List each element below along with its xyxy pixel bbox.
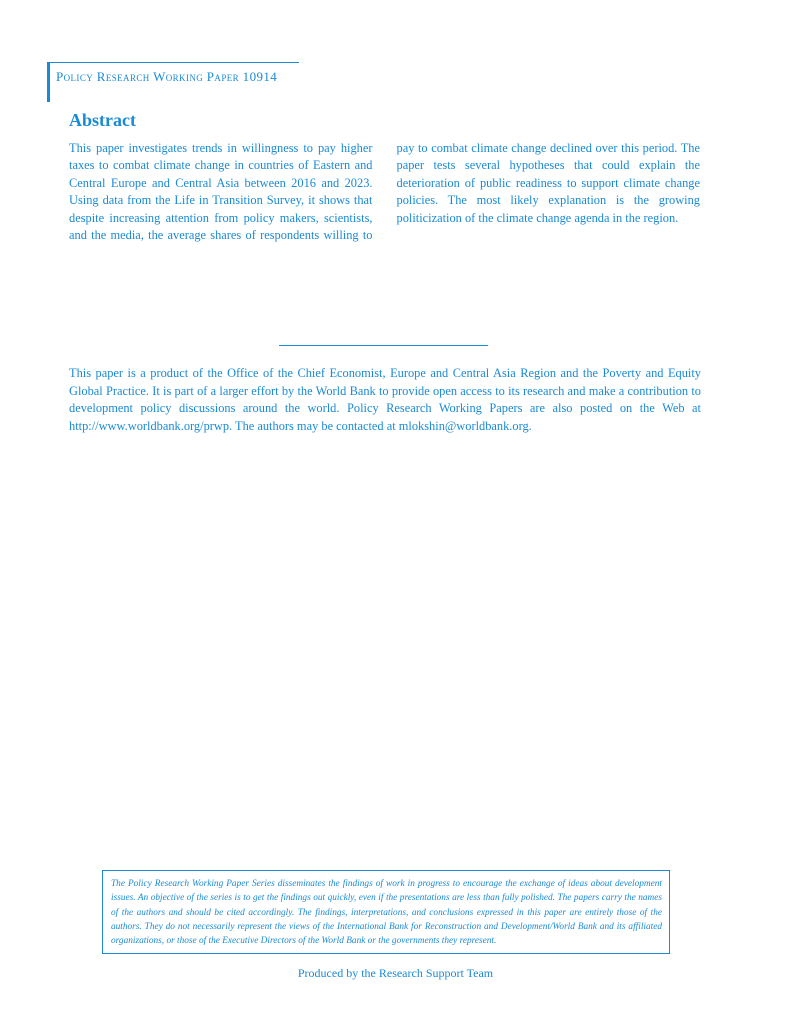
- section-divider: [279, 345, 488, 346]
- disclaimer-box: [102, 870, 670, 954]
- abstract-body: This paper investigates trends in willingness to pay higher taxes to combat climate change in countries of Eastern and Central Europe and Central Asia between 2016 and 2023. Using data from the Life in Transition Survey, it shows that despite increasing attention from policy makers, scientists, and the media, the average shares of respondents willing to pay to combat climate change declined over this period. The paper tests several hypotheses that could explain the deterioration of public readiness to support climate change policies. The most likely explanation is the growing politicization of the climate change agenda in the region.: [69, 141, 700, 243]
- series-title: Policy Research Working Paper 10914: [56, 69, 278, 84]
- product-note: This paper is a product of the Office of the Chief Economist, Europe and Central Asia Region and the Poverty and Equity Global Practice. It is part of a larger effort by the World Bank to provide open access to its research and make a contribution to development policy discussions around the world. Policy Research Working Papers are also posted on the Web at http://www.worldbank.org/prwp. The authors may be contacted at mlokshin@worldbank.org.: [69, 366, 701, 433]
- series-header-rule: [47, 62, 299, 63]
- series-header-bar: [47, 62, 50, 102]
- footer-credit: Produced by the Research Support Team: [297, 966, 494, 980]
- series-header: [47, 62, 299, 102]
- disclaimer-text: The Policy Research Working Paper Series disseminates the findings of work in progress to encourage the exchange of ideas about development issues. An objective of the series is to get the findings out quickly, even if the presentations are less than fully polished. The papers carry the names of the authors and should be cited accordingly. The findings, interpretations, and conclusions expressed in this paper are entirely those of the authors. They do not necessarily represent the views of the International Bank for Reconstruction and Development/World Bank and its affiliated organizations, or those of the Executive Directors of the World Bank or the governments they represent.: [111, 879, 662, 947]
- abstract-heading: Abstract: [69, 110, 136, 130]
